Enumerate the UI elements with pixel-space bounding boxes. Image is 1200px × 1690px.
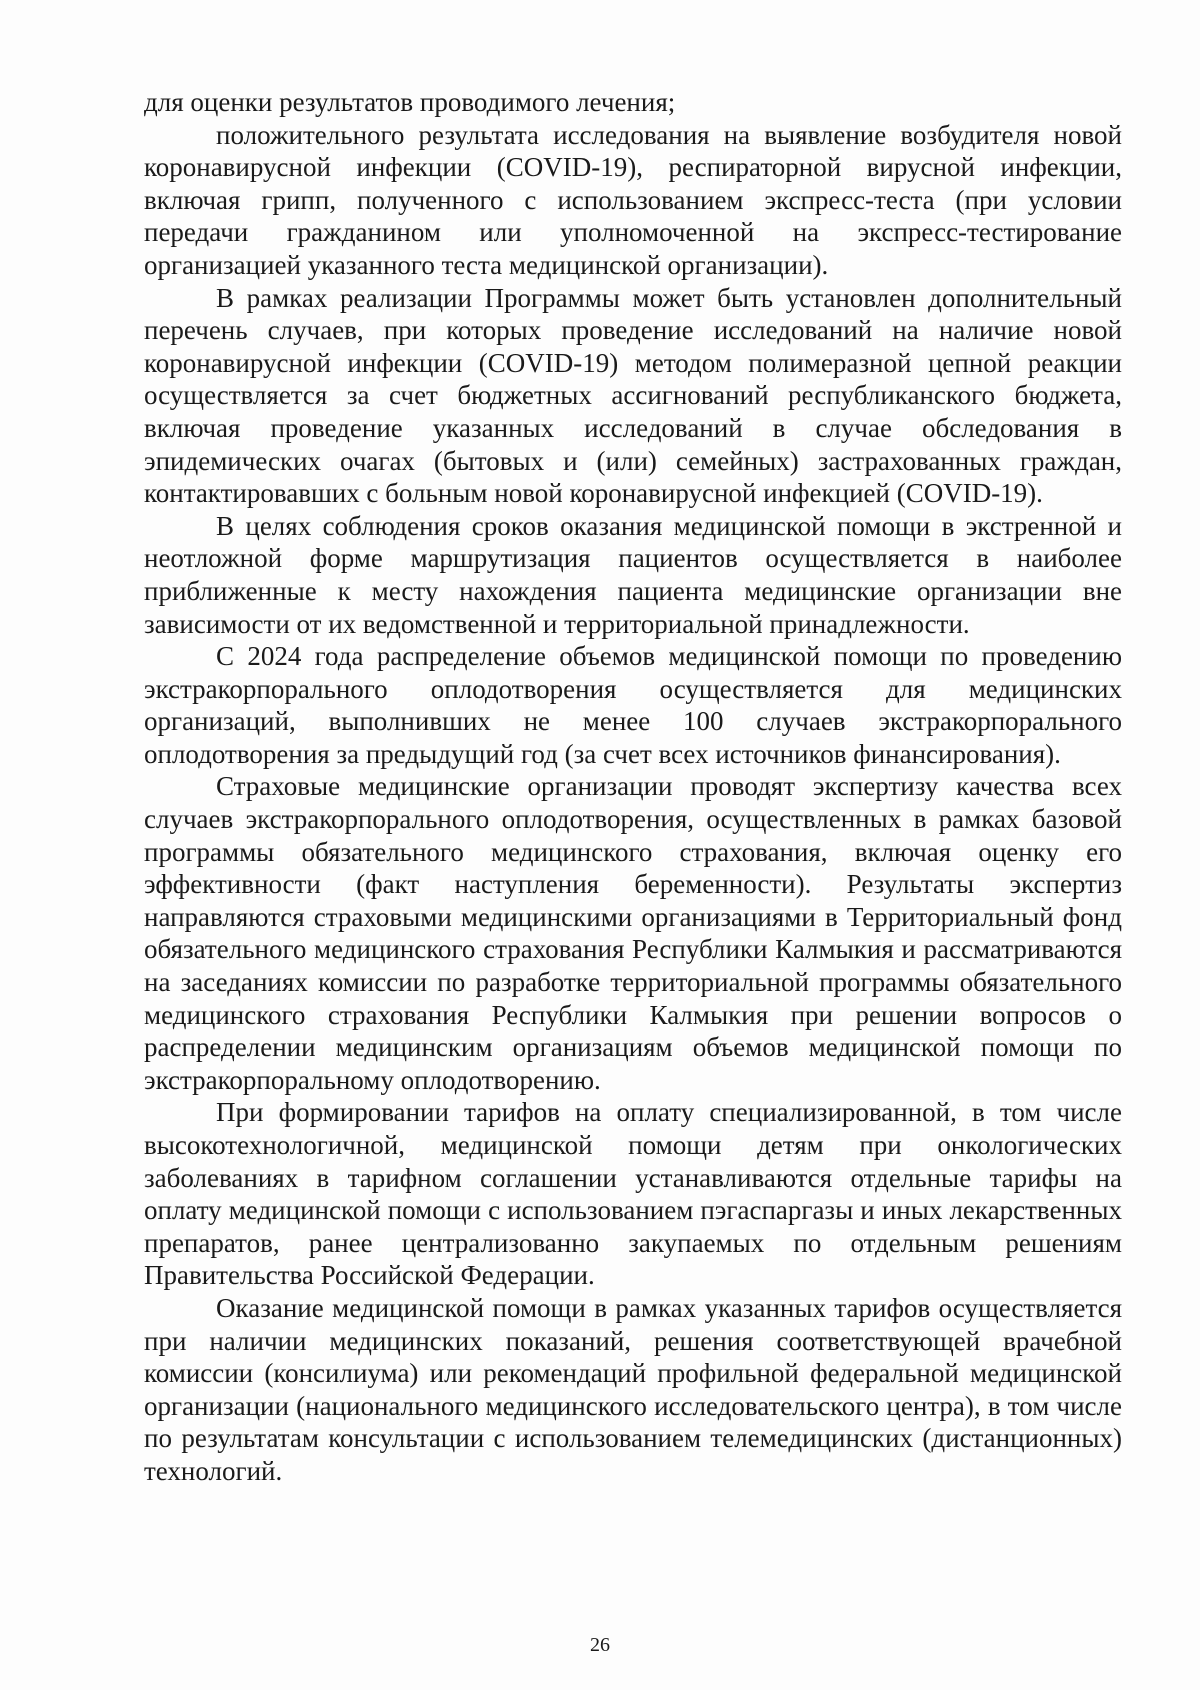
paragraph-tariff-provision: Оказание медицинской помощи в рамках указанных тарифов осуществляется при наличии медицинских показаний, решения соответствующей врачебной комиссии (консилиума) или рекомендаций профильной федеральной медицинской организации (национального медицинского исследовательского центра), в том числе по результатам консультации с использованием телемедицинских (дистанционных) технологий. (144, 1292, 1122, 1486)
page-number: 26 (590, 1634, 610, 1656)
paragraph-oncology-tariffs: При формировании тарифов на оплату специализированной, в том числе высокотехнологичной, медицинской помощи детям при онкологических заболеваниях в тарифном соглашении устанавливаются отдельные тарифы на оплату медицинской помощи с использованием пэгаспаргазы и иных лекарственных препаратов, ранее централизованно закупаемых по отдельным решениям Правительства Российской Федерации. (144, 1097, 1122, 1291)
paragraph-express-test: положительного результата исследования на выявление возбудителя новой коронавирусной инфекции (COVID-19), респираторной вирусной инфекции, включая грипп, полученного с использованием экспресс-теста (при условии передачи гражданином или уполномоченной на экспресс-тестирование организацией указанного теста медицинской организации). (144, 119, 1122, 280)
paragraph-pcr-testing: В рамках реализации Программы может быть установлен дополнительный перечень случаев, при которых проведение исследований на наличие новой коронавирусной инфекции (COVID-19) методом полимеразной цепной реакции осуществляется за счет бюджетных ассигнований республиканского бюджета, включая проведение указанных исследований в случае обследования в эпидемических очагах (бытовых и (или) семейных) застрахованных граждан, контактировавших с больным новой коронавирусной инфекцией (COVID-19). (144, 282, 1122, 509)
paragraph-ivf-volumes: С 2024 года распределение объемов медицинской помощи по проведению экстракорпорального оплодотворения осуществляется для медицинских организаций, выполнивших не менее 100 случаев экстракорпорального оплодотворения за предыдущий год (за счет всех источников финансирования). (144, 641, 1122, 769)
document-body (144, 86, 1122, 1488)
paragraph-ivf-expertise: Страховые медицинские организации проводят экспертизу качества всех случаев экстракорпорального оплодотворения, осуществленных в рамках базовой программы обязательного медицинского страхования, включая оценку его эффективности (факт наступления беременности). Результаты экспертиз направляются страховыми медицинскими организациями в Территориальный фонд обязательного медицинского страхования Республики Калмыкия и рассматриваются на заседаниях комиссии по разработке территориальной программы обязательного медицинского страхования Республики Калмыкия при решении вопросов о распределении медицинским организациям объемов медицинской помощи по экстракорпоральному оплодотворению. (144, 771, 1122, 1095)
paragraph-routing: В целях соблюдения сроков оказания медицинской помощи в экстренной и неотложной форме маршрутизация пациентов осуществляется в наиболее приближенные к месту нахождения пациента медицинские организации вне зависимости от их ведомственной и территориальной принадлежности. (144, 510, 1122, 639)
paragraph-continuation: для оценки результатов проводимого лечения; (144, 87, 676, 117)
